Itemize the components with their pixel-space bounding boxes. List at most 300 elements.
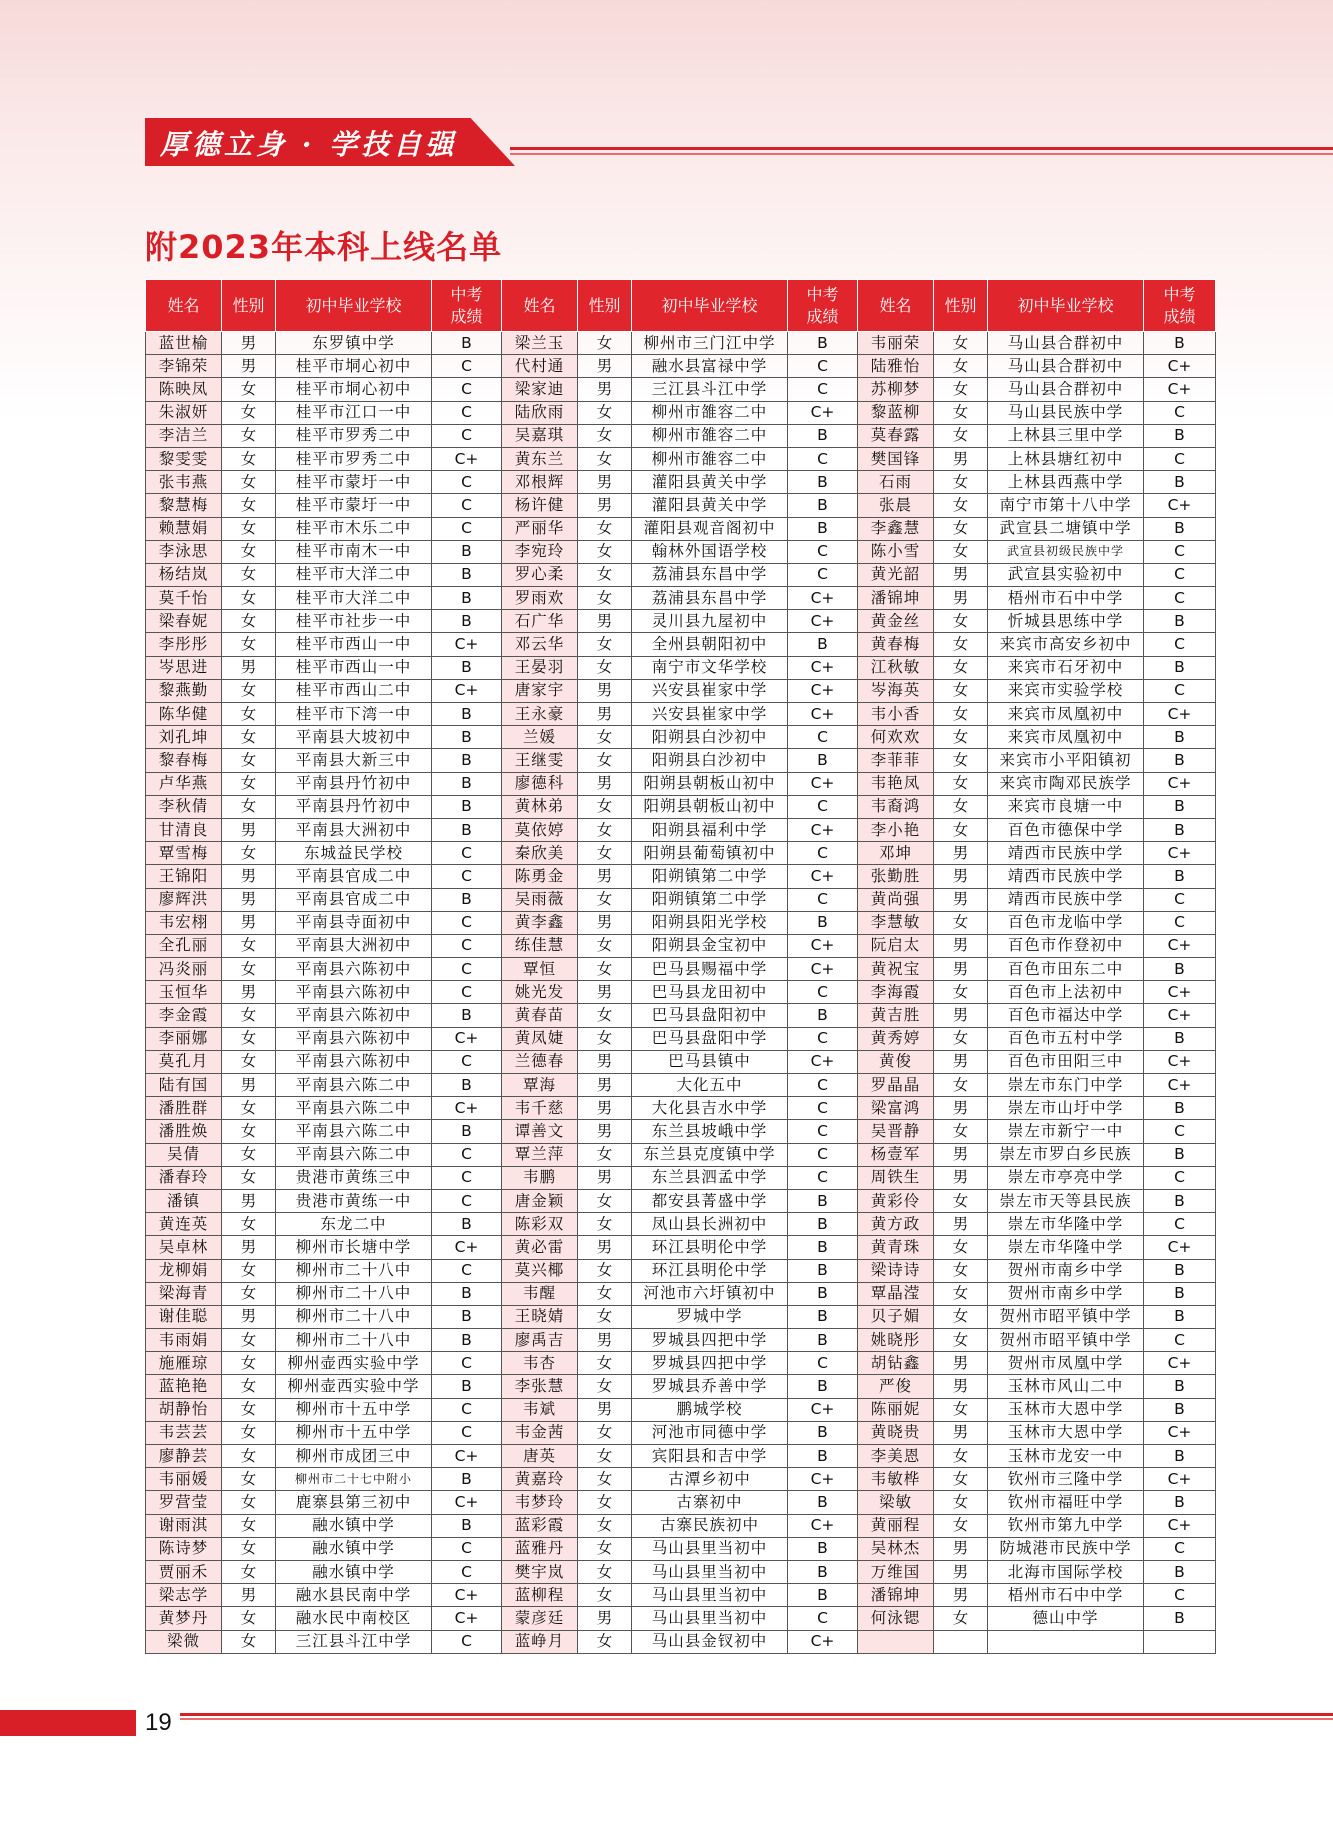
table-row [146, 563, 1216, 586]
student-school: 融水县富禄中学 [632, 355, 788, 378]
student-name: 刘孔坤 [146, 726, 222, 749]
student-score: B [1144, 818, 1216, 841]
student-gender: 女 [578, 1584, 632, 1607]
student-gender: 女 [578, 332, 632, 355]
header-score-line1: 中考 [806, 284, 839, 304]
student-score: B [788, 1491, 858, 1514]
student-score: C [788, 726, 858, 749]
student-gender: 女 [578, 447, 632, 470]
student-gender: 女 [578, 934, 632, 957]
student-school: 灌阳县观音阁初中 [632, 517, 788, 540]
student-school: 东兰县克度镇中学 [632, 1143, 788, 1166]
student-name: 梁诗诗 [858, 1259, 934, 1282]
student-score: C+ [432, 1445, 502, 1468]
student-score: C [432, 424, 502, 447]
student-school: 东罗镇中学 [276, 332, 432, 355]
student-school: 柳州市十五中学 [276, 1421, 432, 1444]
student-name: 莫孔月 [146, 1050, 222, 1073]
table-row [146, 1120, 1216, 1143]
student-gender: 女 [934, 424, 988, 447]
student-name: 黄青珠 [858, 1236, 934, 1259]
student-score: B [432, 1329, 502, 1352]
student-school: 武宣县初级民族中学 [988, 540, 1144, 563]
student-name: 潘锦坤 [858, 1584, 934, 1607]
student-score: C+ [1144, 494, 1216, 517]
student-name: 罗雨欢 [502, 587, 578, 610]
student-score: B [1144, 958, 1216, 981]
student-gender: 女 [222, 934, 276, 957]
student-school: 柳州市二十八中 [276, 1329, 432, 1352]
student-score: C [788, 355, 858, 378]
student-school: 北海市国际学校 [988, 1560, 1144, 1583]
student-gender: 女 [222, 1282, 276, 1305]
student-school: 武宣县二塘镇中学 [988, 517, 1144, 540]
student-gender: 女 [578, 1560, 632, 1583]
student-school: 灌阳县黄关中学 [632, 494, 788, 517]
table-row [146, 726, 1216, 749]
student-school: 全州县朝阳初中 [632, 633, 788, 656]
table-row [146, 1607, 1216, 1630]
student-score: C+ [788, 1398, 858, 1421]
student-score: C+ [432, 447, 502, 470]
student-school: 阳朔镇第二中学 [632, 865, 788, 888]
table-row [146, 332, 1216, 355]
student-name: 胡钻鑫 [858, 1352, 934, 1375]
table-row [146, 401, 1216, 424]
student-name: 周铁生 [858, 1166, 934, 1189]
student-school: 崇左市华隆中学 [988, 1213, 1144, 1236]
student-score: C+ [432, 1027, 502, 1050]
student-gender: 女 [578, 749, 632, 772]
header-school: 初中毕业学校 [988, 280, 1144, 332]
student-name: 严俊 [858, 1375, 934, 1398]
student-gender: 女 [578, 1282, 632, 1305]
student-gender [934, 1630, 988, 1653]
student-school: 东龙二中 [276, 1213, 432, 1236]
student-school: 来宾市凤凰初中 [988, 726, 1144, 749]
student-gender: 女 [934, 1491, 988, 1514]
student-gender: 男 [578, 1097, 632, 1120]
student-score: B [432, 656, 502, 679]
student-score: C+ [432, 1097, 502, 1120]
table-row [146, 1468, 1216, 1491]
footer-line [180, 1713, 1333, 1716]
student-school: 桂平市南木一中 [276, 540, 432, 563]
student-school: 柳州市雒容二中 [632, 401, 788, 424]
student-school: 翰林外国语学校 [632, 540, 788, 563]
header-score-line1: 中考 [1163, 284, 1196, 304]
table-header-row [146, 280, 1216, 332]
student-school: 三江县斗江中学 [632, 378, 788, 401]
student-school: 平南县六陈初中 [276, 1027, 432, 1050]
student-score: C+ [788, 1050, 858, 1073]
student-gender: 女 [578, 633, 632, 656]
student-gender: 男 [578, 1120, 632, 1143]
student-score: B [788, 1329, 858, 1352]
table-row [146, 540, 1216, 563]
student-gender: 女 [934, 401, 988, 424]
student-name: 贾丽禾 [146, 1560, 222, 1583]
student-score: C [788, 378, 858, 401]
student-name: 罗晶晶 [858, 1074, 934, 1097]
student-score: B [1144, 1445, 1216, 1468]
student-school: 崇左市天等县民族 [988, 1189, 1144, 1212]
student-gender: 女 [934, 795, 988, 818]
student-score: C [432, 1560, 502, 1583]
student-school: 都安县菁盛中学 [632, 1189, 788, 1212]
student-score: B [432, 610, 502, 633]
student-school: 灌阳县黄关中学 [632, 471, 788, 494]
student-gender: 女 [934, 1074, 988, 1097]
table-row [146, 1329, 1216, 1352]
student-score: C+ [1144, 772, 1216, 795]
student-score: B [1144, 517, 1216, 540]
student-school: 大化县吉水中学 [632, 1097, 788, 1120]
student-name: 王晓婧 [502, 1305, 578, 1328]
student-score: C [788, 981, 858, 1004]
table-row [146, 517, 1216, 540]
student-score: B [788, 424, 858, 447]
student-gender: 女 [222, 1004, 276, 1027]
student-name: 韦雨娟 [146, 1329, 222, 1352]
table-row [146, 610, 1216, 633]
student-name: 李洁兰 [146, 424, 222, 447]
student-gender: 女 [934, 1189, 988, 1212]
student-school: 桂平市垌心初中 [276, 378, 432, 401]
student-school: 南宁市第十八中学 [988, 494, 1144, 517]
student-school: 平南县六陈二中 [276, 1074, 432, 1097]
student-name: 李海霞 [858, 981, 934, 1004]
student-score: C+ [1144, 1004, 1216, 1027]
student-name: 黄方政 [858, 1213, 934, 1236]
student-score: B [1144, 1143, 1216, 1166]
student-name: 黄林弟 [502, 795, 578, 818]
student-name: 梁家迪 [502, 378, 578, 401]
student-name: 黄凤婕 [502, 1027, 578, 1050]
student-name: 樊国锋 [858, 447, 934, 470]
student-score: C+ [1144, 934, 1216, 957]
student-score: B [432, 818, 502, 841]
student-school: 贵港市黄练三中 [276, 1166, 432, 1189]
header-score [788, 280, 858, 332]
table-row [146, 633, 1216, 656]
student-gender: 女 [578, 1375, 632, 1398]
student-score: C [432, 1352, 502, 1375]
student-gender: 女 [222, 1445, 276, 1468]
student-school: 马山县合群初中 [988, 355, 1144, 378]
student-score: B [788, 1375, 858, 1398]
student-school: 东城益民学校 [276, 842, 432, 865]
student-gender: 女 [222, 1491, 276, 1514]
student-gender: 女 [222, 1329, 276, 1352]
student-name: 韦醒 [502, 1282, 578, 1305]
student-gender: 女 [578, 1143, 632, 1166]
student-gender: 女 [222, 772, 276, 795]
student-name: 梁海青 [146, 1282, 222, 1305]
student-name: 梁微 [146, 1630, 222, 1653]
student-gender: 女 [934, 1259, 988, 1282]
student-gender: 女 [934, 378, 988, 401]
student-score: C+ [788, 865, 858, 888]
student-gender: 女 [578, 401, 632, 424]
table-body [146, 332, 1216, 1654]
student-gender: 女 [578, 888, 632, 911]
student-school: 靖西市民族中学 [988, 865, 1144, 888]
student-school: 贺州市南乡中学 [988, 1282, 1144, 1305]
student-school: 古寨民族初中 [632, 1514, 788, 1537]
student-school: 忻城县思练中学 [988, 610, 1144, 633]
table-row [146, 842, 1216, 865]
student-gender: 女 [222, 1630, 276, 1653]
student-name: 吴雨薇 [502, 888, 578, 911]
student-score: B [1144, 656, 1216, 679]
table-row [146, 1398, 1216, 1421]
student-score: C [1144, 1584, 1216, 1607]
student-score: B [1144, 749, 1216, 772]
student-name: 李慧敏 [858, 911, 934, 934]
student-score: B [432, 1282, 502, 1305]
student-score: C [788, 1120, 858, 1143]
student-school: 来宾市石牙初中 [988, 656, 1144, 679]
table-row [146, 355, 1216, 378]
student-name: 代村通 [502, 355, 578, 378]
motto-text: 厚德立身 · 学技自强 [160, 128, 458, 161]
student-school: 梧州市石中中学 [988, 587, 1144, 610]
student-name: 黄丽程 [858, 1514, 934, 1537]
student-name: 覃晶滢 [858, 1282, 934, 1305]
student-score: C [432, 1630, 502, 1653]
student-gender: 男 [222, 865, 276, 888]
student-school: 贵港市黄练一中 [276, 1189, 432, 1212]
student-gender: 女 [934, 494, 988, 517]
student-gender: 男 [934, 1097, 988, 1120]
student-gender: 男 [222, 818, 276, 841]
header-score-line2: 成绩 [806, 306, 839, 326]
student-gender: 女 [578, 1491, 632, 1514]
student-gender: 男 [222, 1236, 276, 1259]
student-score: B [1144, 1375, 1216, 1398]
student-score: C [432, 494, 502, 517]
student-name: 唐家宇 [502, 679, 578, 702]
student-school: 来宾市小平阳镇初 [988, 749, 1144, 772]
student-school: 桂平市垌心初中 [276, 355, 432, 378]
student-score: C [432, 1143, 502, 1166]
student-name: 韦丽荣 [858, 332, 934, 355]
student-school: 柳州市二十七中附小 [276, 1468, 432, 1491]
student-school: 桂平市蒙圩一中 [276, 471, 432, 494]
student-school: 上林县三里中学 [988, 424, 1144, 447]
student-score: C+ [432, 1491, 502, 1514]
student-gender: 女 [222, 1259, 276, 1282]
student-score: B [1144, 865, 1216, 888]
student-gender: 男 [578, 1236, 632, 1259]
student-name: 李菲菲 [858, 749, 934, 772]
student-score: C+ [1144, 1468, 1216, 1491]
student-school: 柳州市二十八中 [276, 1305, 432, 1328]
student-score: B [432, 888, 502, 911]
header-score [432, 280, 502, 332]
student-score: B [788, 494, 858, 517]
student-gender: 女 [578, 1189, 632, 1212]
student-gender: 女 [578, 1421, 632, 1444]
student-gender: 女 [578, 1213, 632, 1236]
student-name: 全孔丽 [146, 934, 222, 957]
student-gender: 女 [222, 447, 276, 470]
student-gender: 男 [934, 865, 988, 888]
student-score: B [788, 1537, 858, 1560]
student-score: B [1144, 1560, 1216, 1583]
student-school: 百色市龙临中学 [988, 911, 1144, 934]
student-school: 平南县六陈初中 [276, 1050, 432, 1073]
table-row [146, 1584, 1216, 1607]
student-name: 黄尚强 [858, 888, 934, 911]
student-gender: 女 [934, 471, 988, 494]
student-gender: 男 [578, 1329, 632, 1352]
student-name: 黄俊 [858, 1050, 934, 1073]
student-name: 王永豪 [502, 703, 578, 726]
student-school: 罗城县乔善中学 [632, 1375, 788, 1398]
student-gender: 男 [578, 355, 632, 378]
student-score: C [788, 842, 858, 865]
student-gender: 女 [222, 1468, 276, 1491]
student-gender: 男 [222, 981, 276, 1004]
student-name: 谢佳聪 [146, 1305, 222, 1328]
table-row [146, 1074, 1216, 1097]
student-school: 柳州市三门江中学 [632, 332, 788, 355]
student-score: B [1144, 726, 1216, 749]
student-gender: 女 [222, 517, 276, 540]
student-school: 德山中学 [988, 1607, 1144, 1630]
student-score: B [788, 517, 858, 540]
student-gender: 男 [934, 934, 988, 957]
student-name: 兰媛 [502, 726, 578, 749]
student-name: 潘胜焕 [146, 1120, 222, 1143]
student-school: 钦州市第九中学 [988, 1514, 1144, 1537]
student-name: 韦宏栩 [146, 911, 222, 934]
student-school: 桂平市大洋二中 [276, 587, 432, 610]
student-school: 钦州市福旺中学 [988, 1491, 1144, 1514]
student-gender: 女 [578, 563, 632, 586]
student-gender: 女 [934, 517, 988, 540]
table-row [146, 934, 1216, 957]
student-score: B [1144, 1607, 1216, 1630]
student-school: 钦州市三隆中学 [988, 1468, 1144, 1491]
student-name: 黎燕勤 [146, 679, 222, 702]
student-school: 柳州壶西实验中学 [276, 1375, 432, 1398]
student-gender: 女 [578, 540, 632, 563]
student-name: 李丽娜 [146, 1027, 222, 1050]
student-score: B [788, 1584, 858, 1607]
student-name: 莫春露 [858, 424, 934, 447]
student-school: 柳州市雒容二中 [632, 447, 788, 470]
student-score: C+ [1144, 1050, 1216, 1073]
student-score: C [432, 401, 502, 424]
student-gender: 男 [578, 610, 632, 633]
student-school: 凤山县长洲初中 [632, 1213, 788, 1236]
student-score: C+ [1144, 1074, 1216, 1097]
student-score: B [432, 772, 502, 795]
student-score: B [432, 1375, 502, 1398]
student-name: 蓝柳程 [502, 1584, 578, 1607]
student-name: 黎春梅 [146, 749, 222, 772]
student-score: C [1144, 563, 1216, 586]
student-name: 黄光韶 [858, 563, 934, 586]
student-name: 覃兰萍 [502, 1143, 578, 1166]
student-name: 阮启太 [858, 934, 934, 957]
student-name: 韦小香 [858, 703, 934, 726]
table-row [146, 818, 1216, 841]
student-gender: 女 [934, 1329, 988, 1352]
student-score: C+ [1144, 1421, 1216, 1444]
student-name: 谭善文 [502, 1120, 578, 1143]
student-gender: 男 [934, 1004, 988, 1027]
student-name: 卢华燕 [146, 772, 222, 795]
student-gender: 女 [578, 1027, 632, 1050]
student-name: 杨结岚 [146, 563, 222, 586]
student-score: C [432, 865, 502, 888]
student-school: 融水镇中学 [276, 1514, 432, 1537]
student-school: 巴马县赐福中学 [632, 958, 788, 981]
student-score: B [1144, 1259, 1216, 1282]
student-gender: 女 [934, 1607, 988, 1630]
student-school: 上林县塘红初中 [988, 447, 1144, 470]
student-score: C [432, 1259, 502, 1282]
student-gender: 男 [934, 1537, 988, 1560]
header-gender: 性别 [934, 280, 988, 332]
student-name: 蒙彦廷 [502, 1607, 578, 1630]
student-score: C [1144, 1537, 1216, 1560]
student-score: B [788, 749, 858, 772]
table-row [146, 1236, 1216, 1259]
student-school: 环江县明伦中学 [632, 1236, 788, 1259]
student-school: 河池市六圩镇初中 [632, 1282, 788, 1305]
student-name: 莫千怡 [146, 587, 222, 610]
student-name: 王锦阳 [146, 865, 222, 888]
student-school: 桂平市西山一中 [276, 633, 432, 656]
student-name: 黄金丝 [858, 610, 934, 633]
student-name: 张晨 [858, 494, 934, 517]
student-name: 梁富鸿 [858, 1097, 934, 1120]
header-gender: 性别 [578, 280, 632, 332]
table-row [146, 1259, 1216, 1282]
student-gender: 女 [222, 842, 276, 865]
student-score: B [1144, 471, 1216, 494]
student-score: C [432, 517, 502, 540]
student-name: 黄秀婷 [858, 1027, 934, 1050]
student-school: 马山县里当初中 [632, 1560, 788, 1583]
student-name: 韦斌 [502, 1398, 578, 1421]
student-name: 姚晓彤 [858, 1329, 934, 1352]
student-school: 马山县金钗初中 [632, 1630, 788, 1653]
stripe-line [510, 153, 1333, 155]
student-name: 潘胜群 [146, 1097, 222, 1120]
student-gender: 女 [934, 1282, 988, 1305]
table-row [146, 1097, 1216, 1120]
student-school: 平南县大坡初中 [276, 726, 432, 749]
student-school: 百色市田东二中 [988, 958, 1144, 981]
student-score: C+ [788, 1514, 858, 1537]
table-row [146, 1027, 1216, 1050]
stripe-line [510, 147, 1333, 150]
student-name: 岑海英 [858, 679, 934, 702]
student-gender: 女 [578, 1352, 632, 1375]
student-gender: 女 [222, 795, 276, 818]
student-school: 桂平市社步一中 [276, 610, 432, 633]
student-score: B [788, 633, 858, 656]
student-name [858, 1630, 934, 1653]
student-score: C+ [432, 1584, 502, 1607]
student-score: C [1144, 540, 1216, 563]
